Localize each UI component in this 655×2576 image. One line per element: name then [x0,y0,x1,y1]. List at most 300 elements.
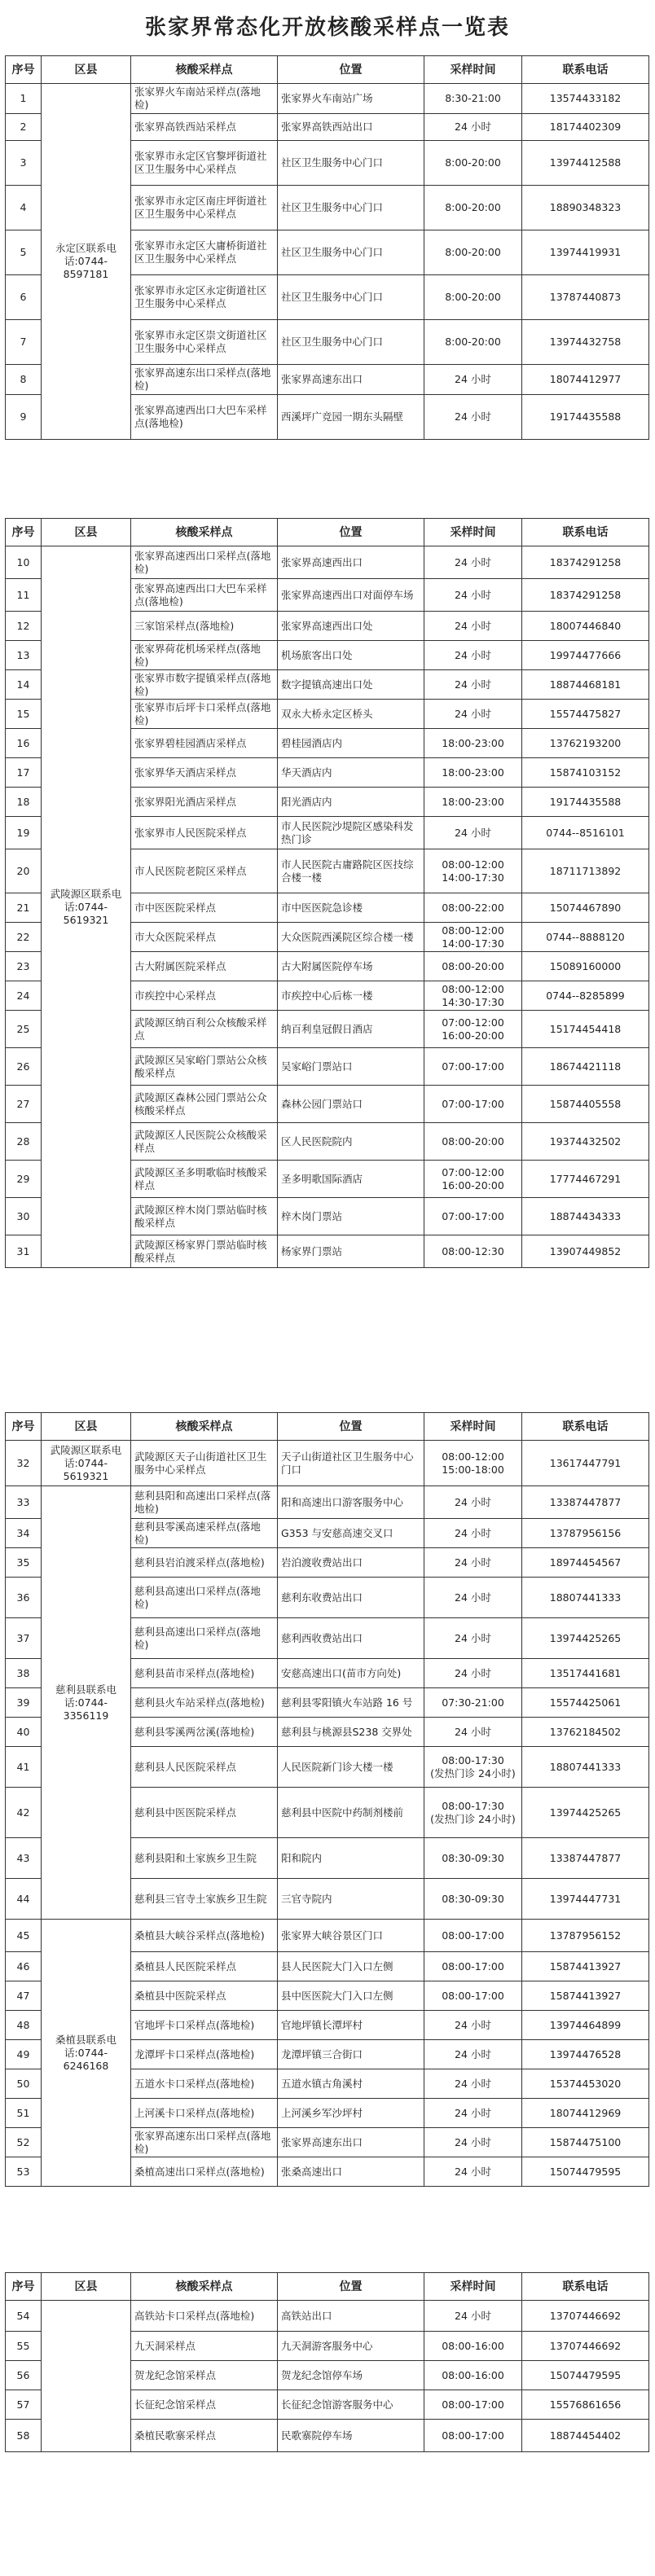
column-header: 联系电话 [522,1413,649,1441]
row-number: 1 [6,84,42,114]
site-location: 张家界大峡谷景区门口 [278,1920,424,1952]
row-number: 54 [6,2301,42,2332]
site-location: 张家界高速东出口 [278,2128,424,2157]
sampling-site: 市疾控中心采样点 [131,981,278,1011]
sampling-time: 8:00-20:00 [424,320,522,365]
contact-phone: 18674421118 [522,1048,649,1086]
row-number: 15 [6,700,42,729]
site-location: 社区卫生服务中心门口 [278,141,424,186]
site-location: 民歌寨院停车场 [278,2420,424,2452]
sampling-site: 武陵源区杨家界门票站临时核酸采样点 [131,1235,278,1268]
sampling-time: 07:00-17:00 [424,1048,522,1086]
row-number: 31 [6,1235,42,1268]
sampling-site: 张家界高速东出口采样点(落地检) [131,365,278,395]
sampling-time: 08:00-12:00 14:00-17:30 [424,923,522,952]
sampling-time: 07:00-17:00 [424,1198,522,1235]
sampling-time: 18:00-23:00 [424,729,522,758]
contact-phone: 15174454418 [522,1011,649,1048]
contact-phone: 18874434333 [522,1198,649,1235]
site-location: 张家界火车南站广场 [278,84,424,114]
contact-phone: 18974454567 [522,1548,649,1578]
table-row [6,546,649,579]
table-header-row [6,519,649,546]
sampling-site: 张家界市永定区官黎坪街道社区卫生服务中心采样点 [131,141,278,186]
sampling-time: 24 小时 [424,579,522,612]
contact-phone: 18074412969 [522,2099,649,2128]
sampling-time: 08:00-17:00 [424,1952,522,1981]
sampling-site: 武陵源区人民医院公众核酸采样点 [131,1123,278,1161]
row-number: 30 [6,1198,42,1235]
site-location: 圣多明歌国际酒店 [278,1161,424,1198]
sampling-site: 龙潭坪卡口采样点(落地检) [131,2040,278,2069]
site-location: 碧桂园酒店内 [278,729,424,758]
site-location: 岩泊渡收费站出口 [278,1548,424,1578]
column-header: 序号 [6,1413,42,1441]
sampling-time: 24 小时 [424,2128,522,2157]
row-number: 21 [6,893,42,923]
table-header-row [6,1413,649,1441]
sampling-time: 08:00-17:00 [424,2420,522,2452]
site-location: 高铁站出口 [278,2301,424,2332]
contact-phone: 13974476528 [522,2040,649,2069]
district-cell: 武陵源区联系电话:0744-5619321 [42,1441,131,1486]
column-header: 位置 [278,1413,424,1441]
sampling-time: 8:00-20:00 [424,186,522,230]
sampling-site: 慈利县零溪高速采样点(落地检) [131,1519,278,1548]
column-header: 联系电话 [522,519,649,546]
table-row [6,1920,649,1952]
sampling-site: 张家界市永定区崇文街道社区卫生服务中心采样点 [131,320,278,365]
row-number: 53 [6,2157,42,2187]
sampling-site: 九天洞采样点 [131,2332,278,2361]
site-location: 双永大桥永定区桥头 [278,700,424,729]
contact-phone: 15874405558 [522,1086,649,1123]
site-location: 张家界高铁西站出口 [278,114,424,141]
column-header: 位置 [278,56,424,84]
sampling-time: 24 小时 [424,365,522,395]
row-number: 33 [6,1486,42,1519]
row-number: 58 [6,2420,42,2452]
sampling-site: 慈利县高速出口采样点(落地检) [131,1618,278,1659]
row-number: 55 [6,2332,42,2361]
row-number: 17 [6,758,42,788]
row-number: 9 [6,395,42,440]
sampling-time: 24 小时 [424,2301,522,2332]
row-number: 24 [6,981,42,1011]
sampling-time: 24 小时 [424,817,522,849]
contact-phone: 18007446840 [522,612,649,641]
sampling-site: 市人民医院老院区采样点 [131,849,278,893]
site-location: 张家界高速西出口处 [278,612,424,641]
contact-phone: 15874103152 [522,758,649,788]
contact-phone: 0744--8285899 [522,981,649,1011]
contact-phone: 18174402309 [522,114,649,141]
site-location: 社区卫生服务中心门口 [278,230,424,275]
table-row [6,1441,649,1486]
row-number: 27 [6,1086,42,1123]
row-number: 16 [6,729,42,758]
sampling-site: 武陵源区梓木岗门票站临时核酸采样点 [131,1198,278,1235]
sampling-time: 08:00-20:00 [424,952,522,981]
sampling-time: 24 小时 [424,2069,522,2099]
site-location: 机场旅客出口处 [278,641,424,670]
site-location: 杨家界门票站 [278,1235,424,1268]
site-location: 贺龙纪念馆停车场 [278,2361,424,2390]
sampling-time: 24 小时 [424,1618,522,1659]
site-location: 华天酒店内 [278,758,424,788]
sampling-time: 08:00-17:00 [424,1981,522,2011]
site-location: 五道水镇古角溪村 [278,2069,424,2099]
district-cell: 永定区联系电话:0744-8597181 [42,84,131,440]
row-number: 25 [6,1011,42,1048]
contact-phone: 18374291258 [522,546,649,579]
row-number: 2 [6,114,42,141]
row-number: 7 [6,320,42,365]
column-header: 核酸采样点 [131,2273,278,2301]
row-number: 23 [6,952,42,981]
sampling-site: 慈利县火车站采样点(落地检) [131,1688,278,1718]
row-number: 22 [6,923,42,952]
sampling-site: 上河溪卡口采样点(落地检) [131,2099,278,2128]
column-header: 序号 [6,2273,42,2301]
sampling-time: 8:00-20:00 [424,230,522,275]
site-location: 梓木岗门票站 [278,1198,424,1235]
sampling-site: 张家界高铁西站采样点 [131,114,278,141]
row-number: 8 [6,365,42,395]
sampling-time: 07:00-12:00 16:00-20:00 [424,1161,522,1198]
contact-phone: 18807441333 [522,1747,649,1788]
sampling-site: 张家界阳光酒店采样点 [131,788,278,817]
sampling-time: 8:00-20:00 [424,141,522,186]
row-number: 34 [6,1519,42,1548]
row-number: 57 [6,2390,42,2420]
sampling-site: 张家界火车南站采样点(落地检) [131,84,278,114]
contact-phone: 17774467291 [522,1161,649,1198]
sampling-time: 24 小时 [424,1486,522,1519]
sampling-site: 慈利县苗市采样点(落地检) [131,1659,278,1688]
row-number: 39 [6,1688,42,1718]
contact-phone: 13387447877 [522,1838,649,1879]
site-location: 阳和高速出口游客服务中心 [278,1486,424,1519]
row-number: 35 [6,1548,42,1578]
sampling-site: 长征纪念馆采样点 [131,2390,278,2420]
site-location: 阳和院内 [278,1838,424,1879]
contact-phone: 13762193200 [522,729,649,758]
row-number: 28 [6,1123,42,1161]
sampling-time: 07:30-21:00 [424,1688,522,1718]
site-location: 慈利县与桃源县S238 交界处 [278,1718,424,1747]
contact-phone: 13762184502 [522,1718,649,1747]
sampling-site: 张家界荷花机场采样点(落地检) [131,641,278,670]
sampling-site: 桑植县大峡谷采样点(落地检) [131,1920,278,1952]
column-header: 序号 [6,519,42,546]
contact-phone: 15374453020 [522,2069,649,2099]
row-number: 6 [6,275,42,320]
contact-phone: 13974412588 [522,141,649,186]
sampling-site: 张家界华天酒店采样点 [131,758,278,788]
sampling-time: 24 小时 [424,2040,522,2069]
sampling-site: 贺龙纪念馆采样点 [131,2361,278,2390]
row-number: 43 [6,1838,42,1879]
sampling-site: 张家界市永定区大庸桥街道社区卫生服务中心采样点 [131,230,278,275]
column-header: 核酸采样点 [131,56,278,84]
contact-phone: 13787956152 [522,1920,649,1952]
contact-phone: 15874475100 [522,2128,649,2157]
site-location: 慈利县零阳镇火车站路 16 号 [278,1688,424,1718]
sampling-time: 24 小时 [424,1519,522,1548]
sampling-site: 三家馆采样点(落地检) [131,612,278,641]
contact-phone: 18074412977 [522,365,649,395]
site-location: 九天洞游客服务中心 [278,2332,424,2361]
contact-phone: 13974425265 [522,1618,649,1659]
sampling-site: 武陵源区森林公园门票站公众核酸采样点 [131,1086,278,1123]
sampling-site: 张家界市后坪卡口采样点(落地检) [131,700,278,729]
contact-phone: 13707446692 [522,2301,649,2332]
column-header: 采样时间 [424,2273,522,2301]
row-number: 56 [6,2361,42,2390]
sampling-time: 08:30-09:30 [424,1879,522,1920]
row-number: 32 [6,1441,42,1486]
row-number: 38 [6,1659,42,1688]
contact-phone: 13707446692 [522,2332,649,2361]
sampling-time: 24 小时 [424,2157,522,2187]
sampling-time: 24 小时 [424,546,522,579]
site-location: 社区卫生服务中心门口 [278,275,424,320]
site-location: 张桑高速出口 [278,2157,424,2187]
contact-phone: 15576861656 [522,2390,649,2420]
column-header: 区县 [42,519,131,546]
sampling-time: 24 小时 [424,1548,522,1578]
sampling-table [5,2272,649,2452]
sampling-time: 18:00-23:00 [424,788,522,817]
sampling-time: 08:30-09:30 [424,1838,522,1879]
sampling-site: 五道水卡口采样点(落地检) [131,2069,278,2099]
site-location: 县人民医院大门入口左侧 [278,1952,424,1981]
sampling-time: 24 小时 [424,114,522,141]
site-location: 慈利西收费站出口 [278,1618,424,1659]
site-location: 社区卫生服务中心门口 [278,320,424,365]
sampling-time: 24 小时 [424,1718,522,1747]
row-number: 26 [6,1048,42,1086]
sampling-time: 08:00-17:00 [424,2390,522,2420]
sampling-site: 张家界市数字提镇采样点(落地检) [131,670,278,700]
sampling-site: 慈利县阳和高速出口采样点(落地检) [131,1486,278,1519]
sampling-time: 24 小时 [424,395,522,440]
sampling-time: 08:00-22:00 [424,893,522,923]
sampling-site: 官地坪卡口采样点(落地检) [131,2011,278,2040]
sampling-time: 08:00-20:00 [424,1123,522,1161]
sampling-time: 24 小时 [424,700,522,729]
row-number: 46 [6,1952,42,1981]
row-number: 11 [6,579,42,612]
site-location: 市人民医院沙堤院区感染科发热门诊 [278,817,424,849]
contact-phone: 19374432502 [522,1123,649,1161]
sampling-site: 张家界高速东出口采样点(落地检) [131,2128,278,2157]
site-location: 县中医医院大门入口左侧 [278,1981,424,2011]
row-number: 42 [6,1788,42,1838]
sampling-table [5,55,649,440]
site-location: 三官寺院内 [278,1879,424,1920]
sampling-time: 24 小时 [424,612,522,641]
table-section [5,2272,648,2452]
sampling-site: 慈利县岩泊渡采样点(落地检) [131,1548,278,1578]
table-header-row [6,2273,649,2301]
contact-phone: 13974425265 [522,1788,649,1838]
row-number: 18 [6,788,42,817]
page-title: 张家界常态化开放核酸采样点一览表 [144,15,510,40]
row-number: 14 [6,670,42,700]
sampling-site: 武陵源区圣多明歌临时核酸采样点 [131,1161,278,1198]
row-number: 44 [6,1879,42,1920]
contact-phone: 18890348323 [522,186,649,230]
contact-phone: 15874413927 [522,1952,649,1981]
row-number: 12 [6,612,42,641]
column-header: 核酸采样点 [131,519,278,546]
sampling-site: 古大附属医院采样点 [131,952,278,981]
sampling-time: 08:00-17:30 (发热门诊 24小时) [424,1747,522,1788]
sampling-site: 慈利县三官寺土家族乡卫生院 [131,1879,278,1920]
sampling-time: 07:00-17:00 [424,1086,522,1123]
site-location: 西溪坪广竞园一期东头隔壁 [278,395,424,440]
contact-phone: 18874454402 [522,2420,649,2452]
site-location: 慈利东收费站出口 [278,1578,424,1618]
sampling-site: 慈利县阳和土家族乡卫生院 [131,1838,278,1879]
sampling-site: 武陵源区天子山街道社区卫生服务中心采样点 [131,1441,278,1486]
site-location: 数字提镇高速出口处 [278,670,424,700]
row-number: 19 [6,817,42,849]
row-number: 50 [6,2069,42,2099]
row-number: 49 [6,2040,42,2069]
table-header-row [6,56,649,84]
table-row [6,2301,649,2332]
contact-phone: 13787956156 [522,1519,649,1548]
table-section [5,518,648,1268]
row-number: 51 [6,2099,42,2128]
sampling-site: 桑植民歌寨采样点 [131,2420,278,2452]
sampling-time: 08:00-12:00 15:00-18:00 [424,1441,522,1486]
row-number: 52 [6,2128,42,2157]
table-row [6,84,649,114]
site-location: 长征纪念馆游客服务中心 [278,2390,424,2420]
row-number: 4 [6,186,42,230]
contact-phone: 18807441333 [522,1578,649,1618]
site-location: G353 与安慈高速交叉口 [278,1519,424,1548]
sampling-time: 24 小时 [424,2011,522,2040]
contact-phone: 13787440873 [522,275,649,320]
column-header: 采样时间 [424,56,522,84]
column-header: 采样时间 [424,519,522,546]
row-number: 13 [6,641,42,670]
sampling-time: 24 小时 [424,1659,522,1688]
site-location: 古大附属医院停车场 [278,952,424,981]
site-location: 社区卫生服务中心门口 [278,186,424,230]
sampling-site: 武陵源区吴家峪门票站公众核酸采样点 [131,1048,278,1086]
column-header: 联系电话 [522,2273,649,2301]
contact-phone: 13974432758 [522,320,649,365]
row-number: 37 [6,1618,42,1659]
contact-phone: 13617447791 [522,1441,649,1486]
sampling-table [5,1412,649,2187]
site-location: 吴家峪门票站口 [278,1048,424,1086]
sampling-site: 张家界市人民医院采样点 [131,817,278,849]
row-number: 41 [6,1747,42,1788]
sampling-time: 08:00-12:30 [424,1235,522,1268]
contact-phone: 13974464899 [522,2011,649,2040]
sampling-site: 慈利县人民医院采样点 [131,1747,278,1788]
district-cell [42,2301,131,2452]
row-number: 48 [6,2011,42,2040]
contact-phone: 15874413927 [522,1981,649,2011]
column-header: 核酸采样点 [131,1413,278,1441]
sampling-site: 慈利县高速出口采样点(落地检) [131,1578,278,1618]
sampling-site: 张家界高速西出口大巴车采样点(落地检) [131,395,278,440]
contact-phone: 13574433182 [522,84,649,114]
sampling-time: 08:00-16:00 [424,2332,522,2361]
table-section [5,1412,648,2187]
sampling-site: 张家界高速西出口采样点(落地检) [131,546,278,579]
sampling-site: 桑植县人民医院采样点 [131,1952,278,1981]
sampling-time: 18:00-23:00 [424,758,522,788]
contact-phone: 15074467890 [522,893,649,923]
site-location: 市中医医院急诊楼 [278,893,424,923]
sampling-time: 24 小时 [424,2099,522,2128]
contact-phone: 13517441681 [522,1659,649,1688]
row-number: 20 [6,849,42,893]
sampling-time: 07:00-12:00 16:00-20:00 [424,1011,522,1048]
contact-phone: 15074479595 [522,2361,649,2390]
table-section [5,55,648,440]
site-location: 张家界高速东出口 [278,365,424,395]
row-number: 47 [6,1981,42,2011]
row-number: 45 [6,1920,42,1952]
sampling-site: 张家界市永定区南庄坪街道社区卫生服务中心采样点 [131,186,278,230]
sampling-site: 张家界市永定区永定街道社区卫生服务中心采样点 [131,275,278,320]
district-cell: 慈利县联系电话:0744-3356119 [42,1486,131,1920]
contact-phone: 15574425061 [522,1688,649,1718]
column-header: 区县 [42,1413,131,1441]
contact-phone: 0744--8888120 [522,923,649,952]
sampling-time: 24 小时 [424,670,522,700]
sampling-time: 08:00-12:00 14:30-17:30 [424,981,522,1011]
column-header: 采样时间 [424,1413,522,1441]
sampling-site: 张家界高速西出口大巴车采样点(落地检) [131,579,278,612]
site-location: 龙潭坪镇三合街口 [278,2040,424,2069]
row-number: 10 [6,546,42,579]
site-location: 森林公园门票站口 [278,1086,424,1123]
site-location: 张家界高速西出口对面停车场 [278,579,424,612]
contact-phone: 15574475827 [522,700,649,729]
sampling-time: 8:30-21:00 [424,84,522,114]
site-location: 市人民医院古庸路院区医技综合楼一楼 [278,849,424,893]
column-header: 区县 [42,56,131,84]
sampling-site: 高铁站卡口采样点(落地检) [131,2301,278,2332]
sampling-time: 08:00-17:00 [424,1920,522,1952]
sampling-time: 08:00-17:30 (发热门诊 24小时) [424,1788,522,1838]
site-location: 官地坪镇长潭坪村 [278,2011,424,2040]
sampling-site: 武陵源区纳百利公众核酸采样点 [131,1011,278,1048]
site-location: 区人民医院院内 [278,1123,424,1161]
sampling-site: 慈利县零溪两岔溪(落地检) [131,1718,278,1747]
contact-phone: 19174435588 [522,788,649,817]
sampling-site: 桑植县中医院采样点 [131,1981,278,2011]
contact-phone: 13974447731 [522,1879,649,1920]
site-location: 张家界高速西出口 [278,546,424,579]
row-number: 3 [6,141,42,186]
contact-phone: 18711713892 [522,849,649,893]
contact-phone: 0744--8516101 [522,817,649,849]
row-number: 5 [6,230,42,275]
row-number: 29 [6,1161,42,1198]
